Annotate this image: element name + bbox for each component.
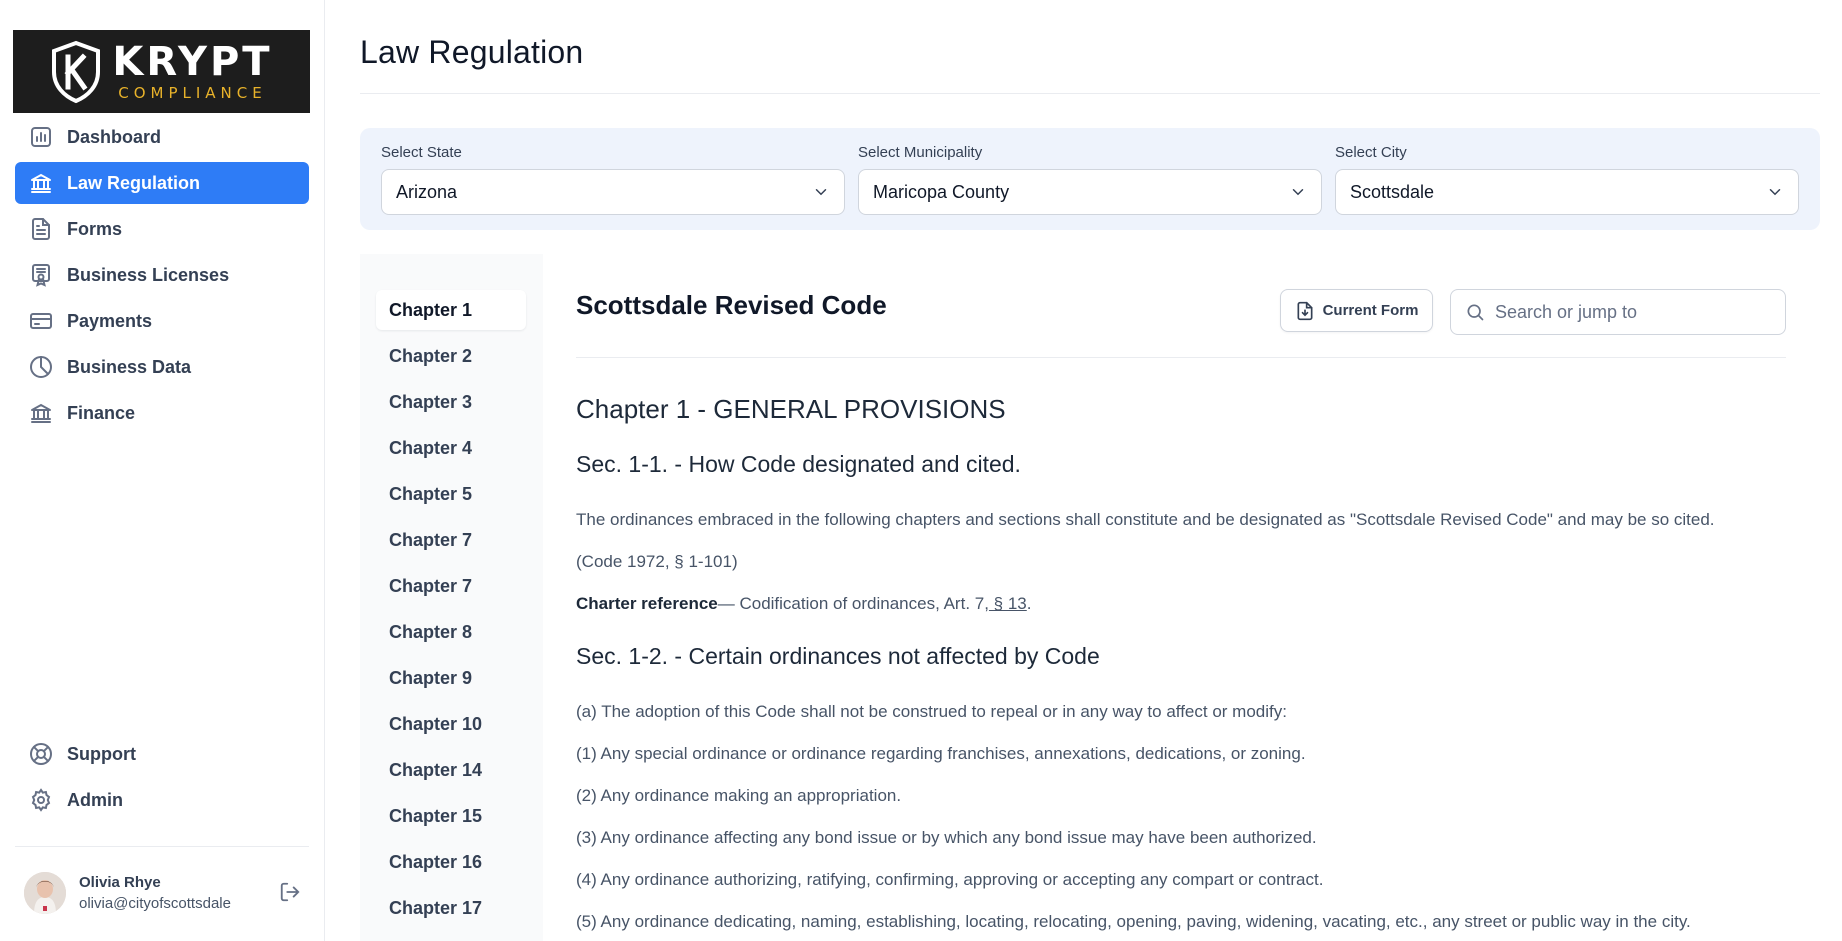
page-title: Law Regulation [360, 34, 584, 70]
gear-icon [29, 788, 53, 812]
chapter-item[interactable]: Chapter 9 [389, 667, 473, 688]
nav-label: Business Data [67, 356, 192, 377]
section-item: (1) Any special ordinance or ordinance regarding franchises, annexations, dedications, or zoning. [576, 744, 1306, 763]
chapter-item[interactable]: Chapter 16 [389, 851, 483, 872]
sidebar-divider [15, 846, 309, 847]
chapter-heading: Chapter 1 - GENERAL PROVISIONS [576, 394, 1006, 424]
content-divider [576, 357, 1786, 358]
chapter-item[interactable]: Chapter 3 [389, 391, 473, 412]
krypt-logo[interactable] [13, 30, 310, 113]
nav-label: Business Licenses [67, 264, 230, 285]
section-paragraph: The ordinances embraced in the following chapters and sections shall constitute and be designated as "Scottsdale Revised Code" and may be so cited. [576, 510, 1715, 529]
municipality-label: Select Municipality [858, 144, 983, 161]
section-heading: Sec. 1-2. - Certain ordinances not affected by Code [576, 643, 1100, 669]
nav-item-admin[interactable] [15, 779, 309, 821]
chapter-item[interactable]: Chapter 1 [376, 290, 526, 330]
user-profile[interactable] [24, 871, 309, 915]
chapter-item[interactable]: Chapter 8 [389, 621, 473, 642]
section-item: (3) Any ordinance affecting any bond issue or by which any bond issue may have been authorized. [576, 828, 1317, 847]
nav-item-law-regulation[interactable] [15, 162, 309, 204]
nav-item-forms[interactable] [15, 208, 309, 250]
sidebar [0, 0, 325, 941]
file-icon [29, 217, 53, 241]
brand-tagline: COMPLIANCE [118, 84, 267, 102]
location-filters [360, 128, 1820, 230]
charter-end: . [1026, 594, 1032, 613]
chevron-down-icon [1289, 183, 1307, 201]
certificate-icon [29, 263, 53, 287]
pie-chart-icon [29, 355, 53, 379]
chapter-item[interactable]: Chapter 7 [389, 575, 473, 596]
chapter-item[interactable]: Chapter 7 [389, 529, 473, 550]
charter-ref-link[interactable]: § 13 [988, 594, 1027, 613]
municipality-select[interactable] [858, 169, 1322, 215]
state-select[interactable] [381, 169, 845, 215]
shield-logo-icon [50, 40, 102, 104]
section-item: (a) The adoption of this Code shall not be construed to repeal or in any way to affect or modify: [576, 702, 1287, 721]
section-item: (2) Any ordinance making an appropriation. [576, 786, 902, 805]
life-buoy-icon [29, 742, 53, 766]
nav-label: Forms [67, 218, 123, 239]
municipality-filter [858, 144, 1322, 215]
nav-item-support[interactable] [15, 733, 309, 775]
nav-label: Support [67, 743, 136, 764]
state-value: Arizona [396, 181, 458, 202]
nav-label: Finance [67, 402, 136, 423]
credit-card-icon [29, 309, 53, 333]
city-value: Scottsdale [1350, 181, 1435, 202]
bank-icon [29, 401, 53, 425]
municipality-value: Maricopa County [873, 181, 1010, 202]
brand-name: KRYPT [112, 39, 273, 85]
bar-chart-icon [29, 125, 53, 149]
user-name: Olivia Rhye [79, 874, 161, 891]
charter-label: Charter reference [576, 594, 718, 613]
nav-label: Payments [67, 310, 153, 331]
state-label: Select State [381, 144, 462, 161]
city-filter [1335, 144, 1799, 215]
nav-item-dashboard[interactable] [15, 116, 309, 158]
chapter-item[interactable]: Chapter 15 [389, 805, 483, 826]
section-citation: (Code 1972, § 1-101) [576, 552, 738, 571]
chapter-item[interactable]: Chapter 4 [389, 437, 473, 458]
document-search[interactable] [1450, 289, 1786, 335]
chapter-item[interactable]: Chapter 17 [389, 897, 483, 918]
section-item: (4) Any ordinance authorizing, ratifying, confirming, approving or accepting any compart or contract. [576, 870, 1324, 889]
current-form-label: Current Form [1322, 302, 1419, 319]
chapter-item[interactable]: Chapter 5 [389, 483, 473, 504]
avatar [24, 872, 66, 914]
charter-text: — Codification of ordinances, Art. 7, [717, 594, 989, 613]
nav-item-business-data[interactable] [15, 346, 309, 388]
bank-icon [29, 171, 53, 195]
bottom-nav [15, 733, 309, 825]
document-panel [576, 254, 1796, 941]
city-select[interactable] [1335, 169, 1799, 215]
chevron-down-icon [1766, 183, 1784, 201]
nav-label: Admin [67, 789, 123, 810]
chapter-item[interactable]: Chapter 10 [389, 713, 483, 734]
search-input[interactable] [1495, 302, 1771, 323]
nav-item-business-licenses[interactable] [15, 254, 309, 296]
file-download-icon [1295, 301, 1315, 321]
chapter-item[interactable]: Chapter 14 [389, 759, 483, 780]
chevron-down-icon [812, 183, 830, 201]
section-item: (5) Any ordinance dedicating, naming, establishing, locating, relocating, opening, paving, widening, vacating, etc., any street or public way in the city. [576, 912, 1691, 931]
state-filter [381, 144, 845, 215]
section-heading: Sec. 1-1. - How Code designated and cited. [576, 451, 1021, 477]
current-form-button[interactable] [1280, 289, 1433, 332]
main-nav [15, 116, 309, 438]
chapter-list [360, 254, 543, 941]
nav-label: Dashboard [67, 126, 162, 147]
main-content [360, 0, 1820, 941]
header-divider [360, 93, 1820, 94]
logout-icon[interactable] [279, 881, 301, 903]
search-icon [1465, 302, 1485, 322]
chapter-item[interactable]: Chapter 2 [389, 345, 473, 366]
document-title: Scottsdale Revised Code [576, 290, 887, 320]
city-label: Select City [1335, 144, 1407, 161]
nav-item-payments[interactable] [15, 300, 309, 342]
nav-label: Law Regulation [67, 172, 201, 193]
nav-item-finance[interactable] [15, 392, 309, 434]
user-email: olivia@cityofscottsdale [79, 895, 231, 912]
charter-reference [576, 594, 1032, 614]
